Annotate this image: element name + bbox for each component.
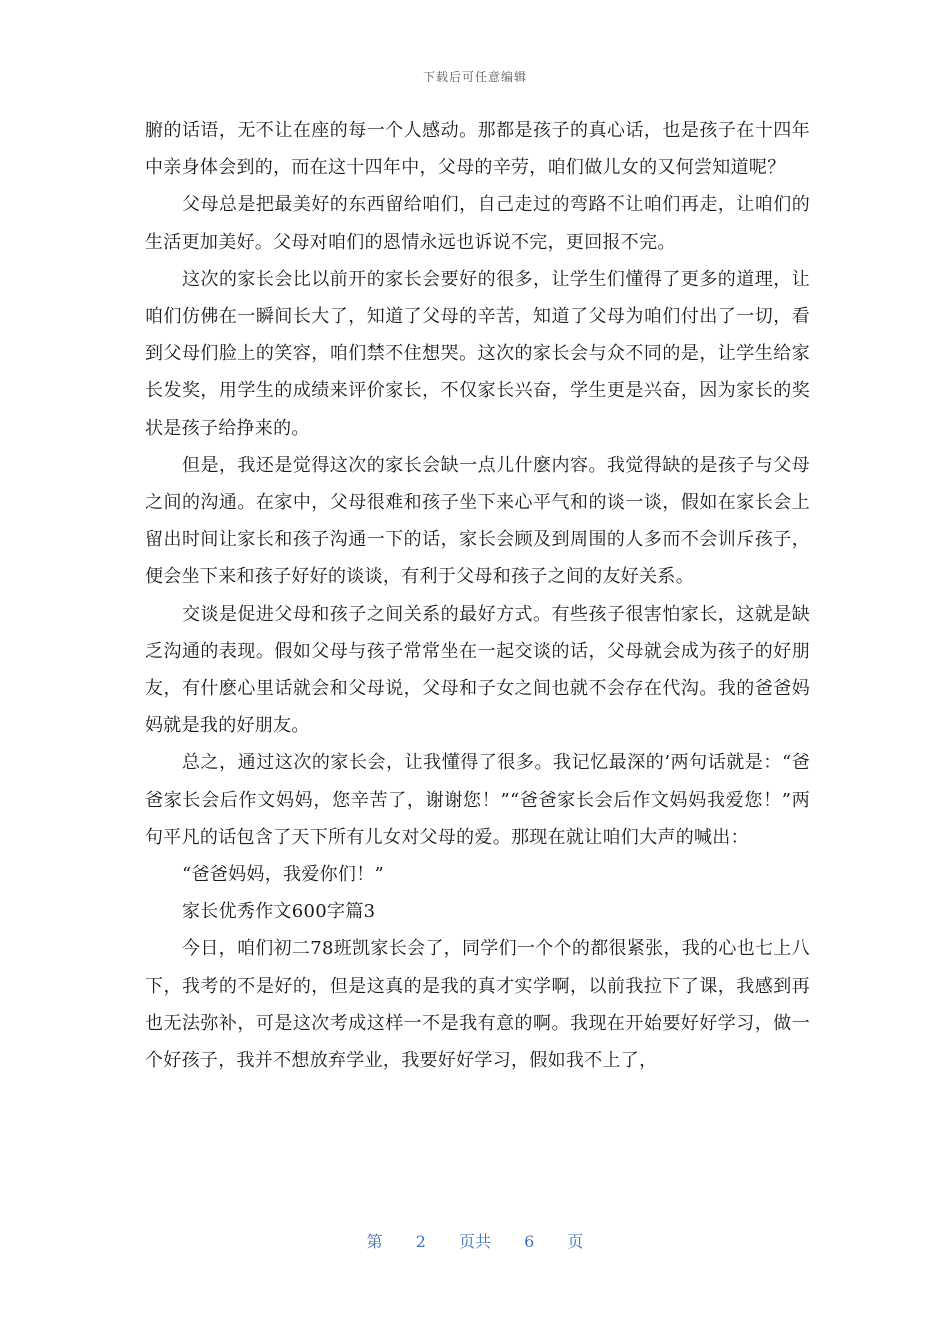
footer-label-end: 页 [567, 1232, 584, 1251]
paragraph-continued: 腑的话语，无不让在座的每一个人感动。那都是孩子的真心话，也是孩子在十四年中亲身体会到的，而在这十四年中，父母的辛劳，咱们做儿女的又何尝知道呢？ [145, 120, 810, 179]
footer-current-page: 2 [415, 1232, 426, 1251]
page-header [0, 68, 950, 85]
paragraph: 父母总是把最美好的东西留给咱们，自己走过的弯路不让咱们再走，让咱们的生活更加美好。父母对咱们的恩情永远也诉说不完，更回报不完。 [145, 194, 810, 253]
paragraph: 交谈是促进父母和孩子之间关系的最好方式。有些孩子很害怕家长，这就是缺乏沟通的表现。假如父母与孩子常常坐在一起交谈的话，父母就会成为孩子的好朋友，有什麽心里话就会和父母说，父母和子女之间也就不会存在代沟。我的爸爸妈妈就是我的好朋友。 [145, 603, 810, 737]
quote-line: “爸爸妈妈，我爱你们！” [182, 864, 385, 886]
page-footer [0, 1229, 950, 1252]
section-heading: 家长优秀作文600字篇3 [182, 901, 376, 923]
paragraph: 总之，通过这次的家长会，让我懂得了很多。我记忆最深的’两句话就是：“爸爸家长会后作文妈妈，您辛苦了，谢谢您！”“爸爸家长会后作文妈妈我爱您！”两句平凡的话包含了天下所有儿女对父母的爱。那现在就让咱们大声的喊出： [145, 752, 810, 848]
footer-label-page: 第 [366, 1232, 383, 1251]
footer-label-of: 页共 [458, 1232, 491, 1251]
paragraph: 这次的家长会比以前开的家长会要好的很多，让学生们懂得了更多的道理，让咱们仿佛在一瞬间长大了，知道了父母的辛苦，知道了父母为咱们付出了一切，看到父母们脸上的笑容，咱们禁不住想哭。这次的家长会与众不同的是，让学生给家长发奖，用学生的成绩来评价家长，不仅家长兴奋，学生更是兴奋，因为家长的奖状是孩子给挣来的。 [145, 268, 810, 439]
footer-total-pages: 6 [524, 1232, 535, 1251]
paragraph: 但是，我还是觉得这次的家长会缺一点儿什麽内容。我觉得缺的是孩子与父母之间的沟通。在家中，父母很难和孩子坐下来心平气和的谈一谈，假如在家长会上留出时间让家长和孩子沟通一下的话，家长会顾及到周围的人多而不会训斥孩子，便会坐下来和孩子好好的谈谈，有利于父母和孩子之间的友好关系。 [145, 454, 810, 588]
paragraph: 今日，咱们初二78班凯家长会了，同学们一个个的都很紧张，我的心也七上八下，我考的不是好的，但是这真的是我的真才实学啊，以前我拉下了课，我感到再也无法弥补，可是这次考成这样一不是我有意的啊。我现在开始要好好学习，做一个好孩子，我并不想放弃学业，我要好好学习，假如我不上了， [145, 938, 810, 1072]
document-body [145, 112, 810, 1079]
header-text: 下载后可任意编辑 [422, 70, 527, 84]
